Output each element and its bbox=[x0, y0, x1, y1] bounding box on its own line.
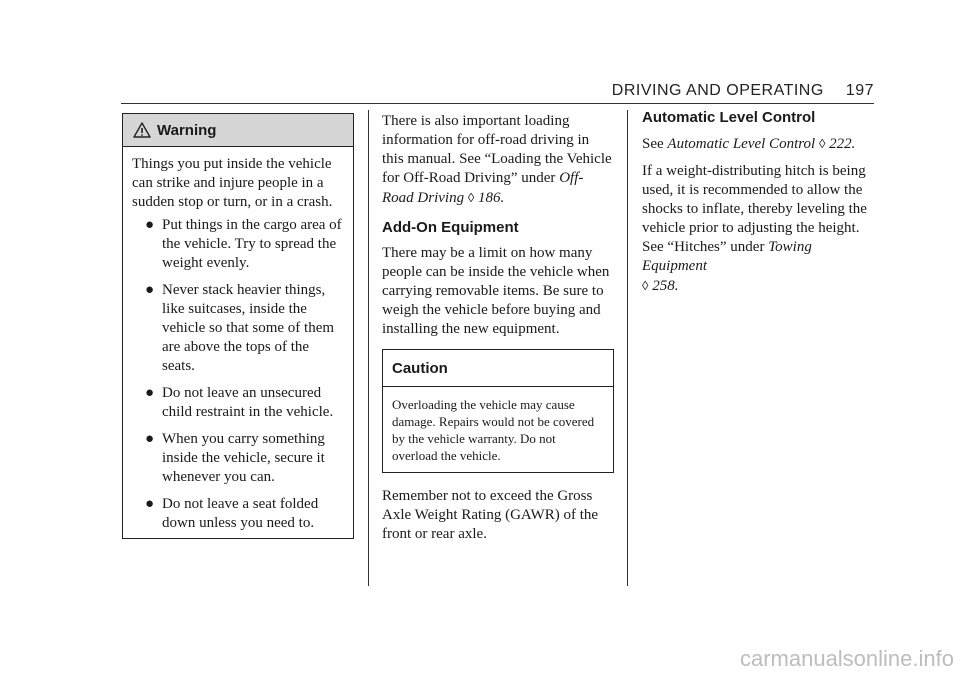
offroad-loading-paragraph: There is also important loading information for off-road driving in this manual. See “Loading the Vehicle for Off-Road Driving” under Off-Road Driving ◊ 186. bbox=[382, 113, 612, 206]
caution-box bbox=[382, 349, 614, 473]
watermark: carmanualsonline.info bbox=[739, 646, 954, 671]
bullet-icon: ● bbox=[145, 217, 155, 233]
automatic-level-control-link[interactable]: Automatic Level Control bbox=[667, 136, 816, 152]
section-title: DRIVING AND OPERATING bbox=[611, 82, 824, 99]
header-rule bbox=[121, 103, 874, 104]
automatic-level-control-heading: Automatic Level Control bbox=[642, 109, 816, 126]
page-ref-186[interactable]: 186. bbox=[478, 190, 505, 206]
warning-body bbox=[123, 147, 353, 533]
cross-reference-icon: ◊ bbox=[467, 190, 475, 205]
warning-triangle-icon bbox=[133, 122, 151, 138]
addon-equipment-heading: Add-On Equipment bbox=[382, 219, 519, 236]
warning-header bbox=[123, 114, 353, 147]
cross-reference-icon: ◊ bbox=[818, 136, 826, 151]
page-ref-222[interactable]: 222. bbox=[829, 136, 856, 152]
right-column bbox=[642, 108, 878, 304]
caution-text: Overloading the vehicle may cause damage. Repairs would not be covered by the vehicle warranty. Do not overload the vehicle. bbox=[392, 397, 595, 463]
gawr-paragraph: Remember not to exceed the Gross Axle Weight Rating (GAWR) of the front or rear axle. bbox=[382, 488, 599, 542]
warning-intro: Things you put inside the vehicle can strike and injure people in a sudden stop or turn, or in a crash. bbox=[132, 156, 333, 210]
caution-title: Caution bbox=[383, 350, 613, 387]
column-divider bbox=[627, 110, 628, 586]
hitch-paragraph: If a weight-distributing hitch is being used, it is recommended to allow the shocks to inflate, thereby leveling the vehicle prior to adjusting the height. See “Hitches” under Towing Equipment ◊ 258. bbox=[642, 163, 867, 294]
bullet-icon: ● bbox=[145, 431, 155, 447]
page-ref-258[interactable]: 258. bbox=[652, 278, 679, 294]
see-reference-paragraph: See Automatic Level Control ◊ 222. bbox=[642, 136, 856, 152]
cross-reference-icon: ◊ bbox=[642, 278, 649, 293]
page-number: 197 bbox=[845, 82, 874, 99]
warning-bullet: ● When you carry something inside the vehicle, secure it whenever you can. bbox=[145, 431, 325, 485]
middle-column bbox=[382, 112, 614, 552]
bullet-icon: ● bbox=[145, 496, 155, 512]
warning-bullet: ● Do not leave a seat folded down unless you need to. bbox=[145, 496, 319, 531]
towing-equipment-link[interactable]: Towing Equipment bbox=[642, 239, 812, 274]
bullet-icon: ● bbox=[145, 282, 155, 298]
warning-bullet: ● Do not leave an unsecured child restraint in the vehicle. bbox=[145, 385, 334, 420]
warning-title: Warning bbox=[157, 121, 217, 139]
addon-equipment-paragraph: There may be a limit on how many people can be inside the vehicle when carrying removable items. Be sure to weigh the vehicle before buying and installing the new equipment. bbox=[382, 245, 610, 337]
warning-bullet: ● Never stack heavier things, like suitcases, inside the vehicle so that some of them are above the tops of the seats. bbox=[145, 282, 335, 374]
warning-bullet-list bbox=[132, 216, 345, 533]
warning-bullet: ● Put things in the cargo area of the vehicle. Try to spread the weight evenly. bbox=[145, 217, 342, 271]
warning-box bbox=[122, 113, 354, 539]
column-divider bbox=[368, 110, 369, 586]
bullet-icon: ● bbox=[145, 385, 155, 401]
offroad-driving-link[interactable]: Off-Road Driving bbox=[382, 170, 584, 206]
page-header bbox=[612, 82, 874, 100]
